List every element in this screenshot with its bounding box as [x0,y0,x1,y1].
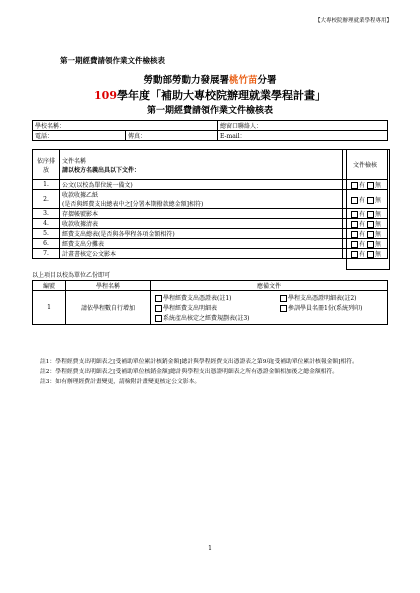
row-doc-name [60,229,343,239]
email-field[interactable]: E-mail： [218,131,388,141]
checklist-row [33,180,388,190]
doc-name-text: 收款收據清表 [62,221,99,228]
row-doc-name [60,249,343,259]
checklist-table [32,149,388,259]
title-agency: 勞動部勞動力發展署桃竹苗分署 [143,75,277,86]
doc-check-item [153,303,272,312]
no-label: 無 [375,241,382,248]
school-name-field[interactable]: 學校名稱： [33,121,218,131]
note-item: 註2：學程經費支出明細表之[受補助單位核銷金額]總計與學程支出憑證明細表之所有憑證金額相加後之總金額相符。 [40,369,339,375]
middle-note: 以上項目以校為單位乙份即可 [32,272,111,279]
doc-checkbox[interactable] [280,295,287,302]
col-docs-header: 應備文件 [151,281,388,291]
checklist-row [33,219,388,229]
no-label: 無 [375,182,382,189]
no-label: 無 [375,221,382,228]
row-doc-name [60,190,343,209]
checklist-row [33,209,388,219]
doc-check-item [278,303,385,312]
title-program: 109學年度「補助大專校院辦理就業學程計畫」 [94,89,326,102]
doc-check-item [153,293,272,302]
doc-name-text: 收款收據乙紙 [62,192,99,199]
doc-name-text: 經費支出分攤表 [62,241,105,248]
doc-name-text: 經費支出總表(是否與各學程各項金額相符) [62,231,175,238]
doc-check-item [278,293,385,302]
yes-label: 有 [358,231,365,238]
doc-check-label: 學程經費支出明細表 [163,305,218,312]
col-name-header [60,150,343,180]
yes-label: 有 [358,221,365,228]
row-order: 7. [33,249,60,259]
docs-cell [151,291,388,325]
checklist-row [33,190,388,209]
doc-name-text: 存摺帳號影本 [62,211,99,218]
col-name-instruction: 請以校方名義出具以下文件： [62,166,141,174]
document-label: 第一期經費請領作業文件檢核表 [60,56,165,65]
checklist-row [33,229,388,239]
page-number: 1 [208,545,212,552]
col-check-header: 文件檢核 [343,150,388,180]
col-program-header: 學程名稱 [66,281,151,291]
title-year: 109 [94,89,117,102]
col-order-header: 依序排放 [33,150,60,180]
doc-check-item [153,313,272,322]
no-label: 無 [375,211,382,218]
document-tag: 【大專校院辦理就業學程專用】 [314,18,392,24]
info-table [32,120,388,141]
yes-label: 有 [358,196,365,204]
doc-check-label: 參訓學員名冊1份(系統列印) [288,305,363,312]
row-doc-name [60,209,343,219]
row-program: 請依學程數自行增加 [66,291,151,325]
check-column-frame [346,149,390,270]
no-label: 無 [375,251,382,258]
checklist-row [33,249,388,259]
doc-check-label: 學程支出憑證明細表(註2) [288,295,357,302]
col-name-title: 文件名稱 [62,157,87,165]
yes-label: 有 [358,211,365,218]
no-label: 無 [375,196,382,204]
checklist-row [33,239,388,249]
doc-checkbox[interactable] [155,305,162,312]
yes-label: 有 [358,182,365,189]
doc-name-text: 計畫書核定公文影本 [62,251,117,258]
title-branch-highlight: 桃竹苗 [228,75,258,86]
row-order: 6. [33,239,60,249]
yes-label: 有 [358,251,365,258]
row-order: 2. [33,190,60,209]
phone-field[interactable]: 電話： [33,131,126,141]
doc-checkbox[interactable] [155,315,162,322]
doc-name-note: (是否與經費支出總表中之[分署本期撥款總金額]相符) [62,201,204,208]
program-docs-table [32,280,388,325]
yes-label: 有 [358,241,365,248]
row-order: 3. [33,209,60,219]
row-doc-name [60,219,343,229]
row-doc-name [60,180,343,190]
note-item: 註1：學程經費支出明細表之[受補助單位累計核銷金額]總計與學程經費支出憑證表之第9項[受補助單位累計核報金額]相符。 [40,359,358,365]
row-order: 5. [33,229,60,239]
contact-field[interactable]: 總窗口聯絡人： [218,121,388,131]
doc-name-text: 公文(以校為單位統一備文) [62,182,133,189]
doc-checkbox[interactable] [155,295,162,302]
doc-checkbox[interactable] [280,305,287,312]
note-item: 註3：如有辦理經費計畫變更，請檢附計畫變更核定公文影本。 [40,379,201,385]
notes-section [40,358,380,388]
row-doc-name [60,239,343,249]
title-form: 第一期經費請領作業文件檢核表 [146,106,273,116]
no-label: 無 [375,231,382,238]
col-no-header: 編號 [33,281,66,291]
fax-field[interactable]: 傳真： [126,131,218,141]
doc-check-label: 學程經費支出憑證表(註1) [163,295,232,302]
row-no: 1 [33,291,66,325]
doc-check-label: 系統產出核定之經費規劃表(註3) [163,315,250,322]
row-order: 1. [33,180,60,190]
row-order: 4. [33,219,60,229]
